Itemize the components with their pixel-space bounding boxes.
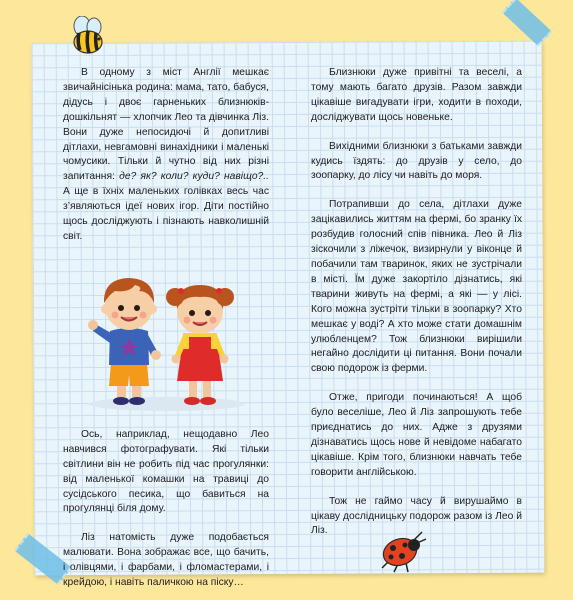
left-column <box>63 66 269 591</box>
weekends-paragraph: Вихідними близнюки з батьками завжди кудись їздять: до друзів у село, до зоопарку, до лісу чи навіть до моря. <box>311 140 522 182</box>
closing-paragraph: Тож не гаймо часу й вирушаймо в цікаву дослідницьку подорож разом із Лео й Ліз. <box>311 495 522 537</box>
illustration-twins <box>63 253 269 414</box>
friends-paragraph: Близнюки дуже привітні та веселі, а тому мають багато друзів. Разом завжди цікавіше вигадувати ігри, ходити в походи, досліджувати щось новеньке. <box>311 67 522 123</box>
adventure-paragraph: Отже, пригоди починаються! А щоб було веселіше, Лео й Ліз запрошують тебе приєднатись до них. Адже з друзями дізнаватись щось нове й невідоме набагато цікавіше. Крім того, близнюки навчать тебе говорити англійською. <box>311 392 522 478</box>
liz-paragraph: Ліз натомість дуже подобається малювати. Вона зображає все, що бачить, і олівцями, і фарбами, і фломастерами, і крейдою, і навіть паличкою на піску… <box>63 532 269 589</box>
leo-paragraph: Ось, наприклад, нещодавно Лео навчився фотографувати. Які тільки світлини він не робить під час прогулянки: від маленької комашки на травиці до сусідського песика, що бавиться на прогулянці біля дому. <box>63 428 269 515</box>
boy-figure <box>88 278 161 405</box>
farm-paragraph: Потрапивши до села, дітлахи дуже зацікавились життям на фермі, бо зранку їх розбудив голосний спів півника. Лео й Ліз зіскочили з ліжечок, визирнули у віконце й побачили там тваринок, яких не зустрічали в місті. Їм дуже закортіло дізнатись, які тварини живуть на фермі, а які — у лісі. Кого можна зустріти тільки в зоопарку? Хто мешкає у воді? А хто може стати домашнім улюбленцем? Тож близнюки вирішили негайно дослідити ці питання. Вони почали свою подорож із ферми. <box>311 199 522 375</box>
bee-icon <box>66 16 110 58</box>
right-column <box>311 66 522 539</box>
intro-paragraph: В одному з міст Англії мешкає звичайнісінька родина: мама, тато, бабуся, дідусь і двоє гарненьких близнюків-дошкільнят — хлопчик Лео та дівчинка Ліз. Вони дуже непосидючі й допитливі дітлахи, невгамовні винахідники і маленькі чомусики. Тільки й чутно від них різні запитання: де? як? коли? куди? навіщо?.. А ще в їхніх маленьких голівках весь час з’являються ідеї нових ігор. Діти постійно щось досліджують і пізнають навколишній світ. <box>63 67 270 242</box>
girl-figure <box>166 285 234 405</box>
